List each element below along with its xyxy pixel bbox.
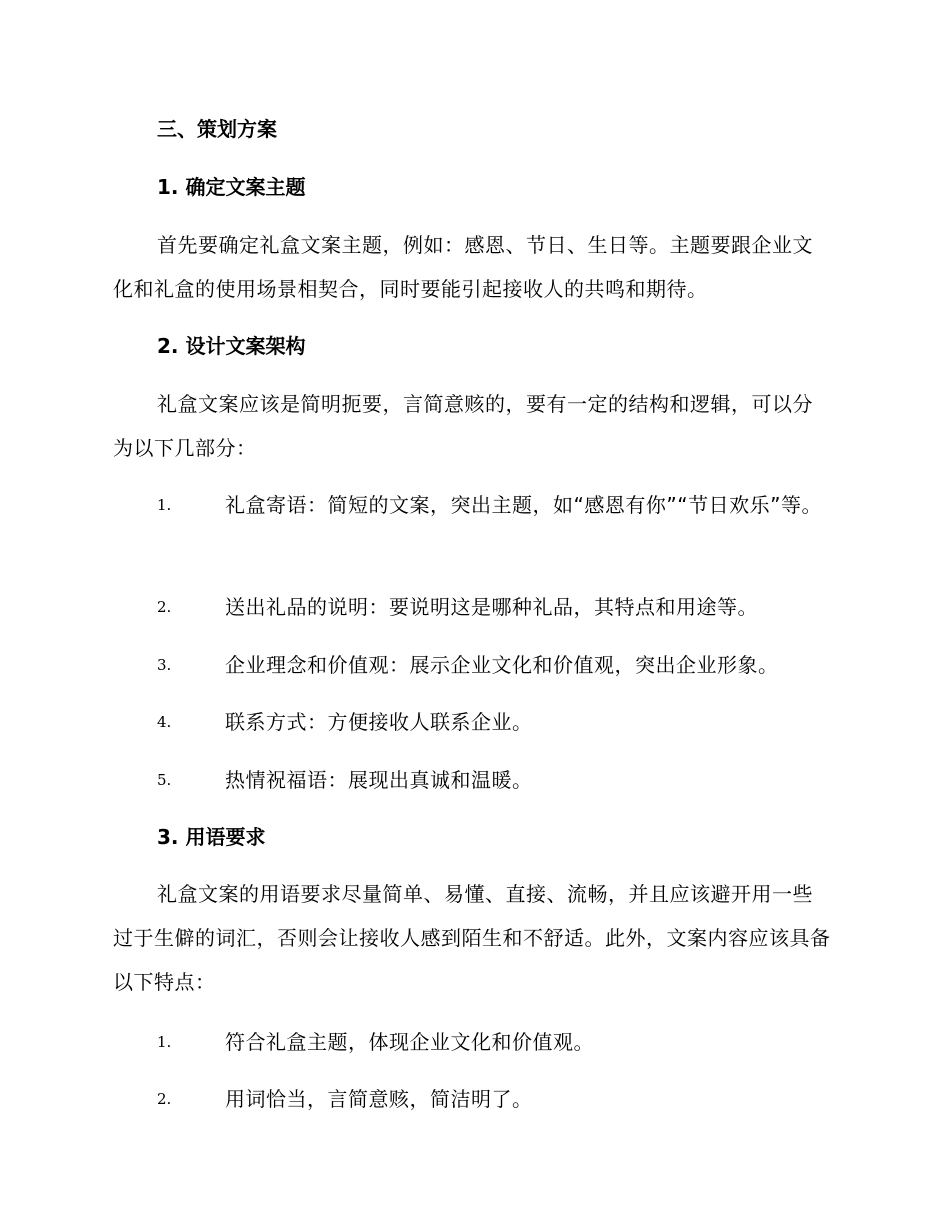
list-item xyxy=(113,700,833,744)
list-item xyxy=(113,1077,833,1121)
list-item-number: 3. xyxy=(157,656,172,674)
list-item-text: 联系方式：方便接收人联系企业。 xyxy=(225,710,533,734)
subsection-heading-2: 2. 设计文案架构 xyxy=(157,334,306,358)
list-item-text: 送出礼品的说明：要说明这是哪种礼品，其特点和用途等。 xyxy=(225,595,758,619)
section-title: 三、策划方案 xyxy=(157,117,277,141)
list-item xyxy=(113,1020,833,1064)
list-item-number: 2. xyxy=(157,1090,172,1108)
list-item-text: 用词恰当，言简意赅，简洁明了。 xyxy=(225,1087,533,1111)
subsection-heading-1: 1. 确定文案主题 xyxy=(157,175,306,199)
list-item-number: 2. xyxy=(157,598,172,616)
list-item xyxy=(113,643,833,687)
subsection-paragraph-3: 礼盒文案的用语要求尽量简单、易懂、直接、流畅，并且应该避开用一些过于生僻的词汇，否则会让接收人感到陌生和不舒适。此外，文案内容应该具备以下特点： xyxy=(113,882,831,994)
list-item-number: 5. xyxy=(157,771,172,789)
list-item-text: 礼盒寄语：简短的文案，突出主题，如“感恩有你”“节日欢乐”等。 xyxy=(225,493,822,517)
list-item xyxy=(113,758,833,802)
list-item xyxy=(113,483,833,527)
list-item-text: 企业理念和价值观：展示企业文化和价值观，突出企业形象。 xyxy=(225,653,779,677)
list-item xyxy=(113,585,833,629)
subsection-paragraph-1: 首先要确定礼盒文案主题，例如：感恩、节日、生日等。主题要跟企业文化和礼盒的使用场景相契合，同时要能引起接收人的共鸣和期待。 xyxy=(113,233,813,301)
list-item-text: 符合礼盒主题，体现企业文化和价值观。 xyxy=(225,1030,594,1054)
list-item-number: 1. xyxy=(157,1033,172,1051)
subsection-paragraph-2: 礼盒文案应该是简明扼要，言简意赅的，要有一定的结构和逻辑，可以分为以下几部分： xyxy=(113,392,813,460)
list-item-number: 1. xyxy=(157,496,172,514)
list-item-number: 4. xyxy=(157,713,172,731)
subsection-heading-3: 3. 用语要求 xyxy=(157,825,266,849)
list-item-text: 热情祝福语：展现出真诚和温暖。 xyxy=(225,768,533,792)
